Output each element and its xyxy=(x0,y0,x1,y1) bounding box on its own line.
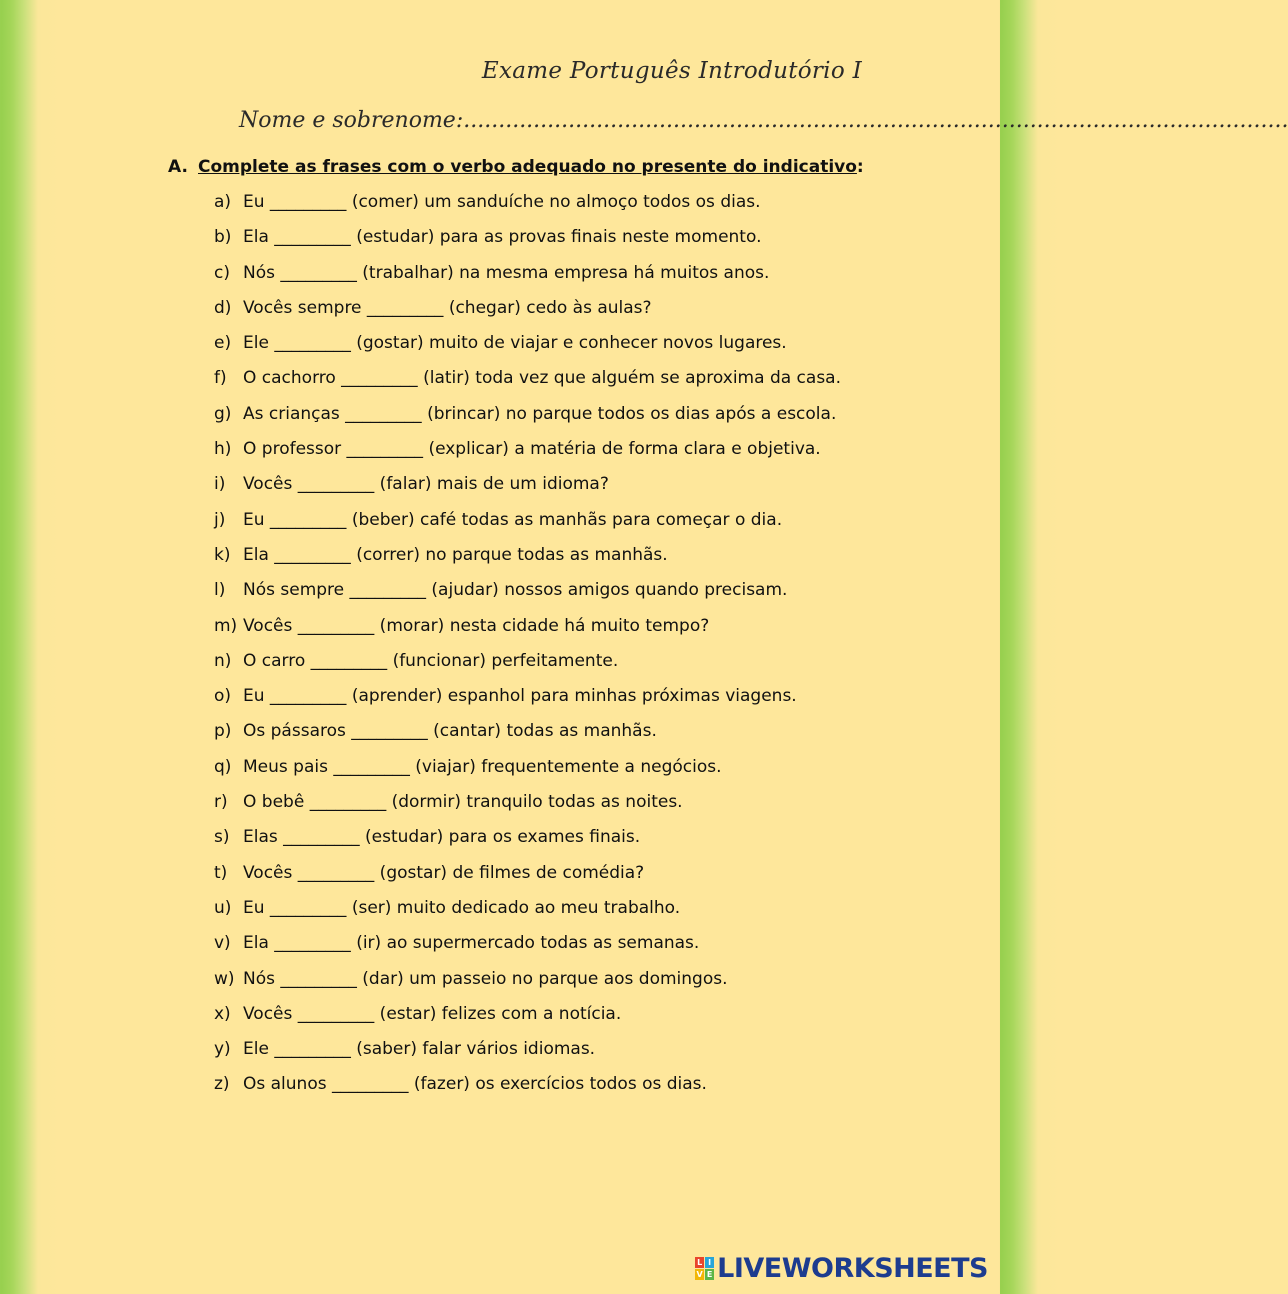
exercise-item xyxy=(214,931,841,966)
exercise-item xyxy=(214,225,841,260)
exercise-item xyxy=(214,1037,841,1072)
exercise-item xyxy=(214,402,841,437)
exercise-item-text: Ela _________ (ir) ao supermercado todas as semanas. xyxy=(243,933,700,954)
exercise-item xyxy=(214,755,841,790)
exercise-item xyxy=(214,190,841,225)
exercise-item-label: o) xyxy=(214,686,232,707)
exercise-item-label: h) xyxy=(214,439,232,460)
exercise-list xyxy=(214,190,841,1108)
section-instruction: Complete as frases com o verbo adequado no presente do indicativo xyxy=(198,157,857,177)
exercise-item xyxy=(214,543,841,578)
exercise-item-text: Eu _________ (comer) um sanduíche no almoço todos os dias. xyxy=(243,192,761,212)
exercise-item xyxy=(214,296,841,331)
exercise-item xyxy=(214,578,841,613)
exercise-item xyxy=(214,331,841,366)
logo-grid-letter: L xyxy=(697,1258,703,1267)
exercise-item-text: Ela _________ (correr) no parque todas as manhãs. xyxy=(243,544,668,565)
exercise-item xyxy=(214,1072,841,1107)
exercise-item-text: Ele _________ (gostar) muito de viajar e conhecer novos lugares. xyxy=(243,333,787,354)
exercise-item-label: d) xyxy=(214,297,232,318)
exercise-item-text: Os pássaros _________ (cantar) todas as manhãs. xyxy=(243,721,657,742)
exercise-item-label: x) xyxy=(214,1003,231,1024)
exercise-item-text: Vocês _________ (gostar) de filmes de comédia? xyxy=(243,862,645,883)
exercise-item-text: Eu _________ (beber) café todas as manhãs para começar o dia. xyxy=(243,509,783,530)
exercise-item-label: z) xyxy=(214,1074,230,1095)
exercise-item-label: v) xyxy=(214,933,231,954)
exercise-item xyxy=(214,896,841,931)
exercise-item-text: Elas _________ (estudar) para os exames finais. xyxy=(243,827,641,848)
exercise-item-label: p) xyxy=(214,721,232,742)
exercise-item-label: j) xyxy=(214,509,226,530)
exercise-item-label: i) xyxy=(214,474,226,495)
exercise-item-text: Eu _________ (ser) muito dedicado ao meu trabalho. xyxy=(243,897,681,918)
exercise-item-label: r) xyxy=(214,792,228,813)
exercise-item xyxy=(214,508,841,543)
section-letter: A. xyxy=(168,157,188,177)
exercise-item xyxy=(214,790,841,825)
exercise-item-text: O cachorro _________ (latir) toda vez que alguém se aproxima da casa. xyxy=(243,368,841,389)
exercise-item-label: e) xyxy=(214,333,232,354)
exercise-item xyxy=(214,437,841,472)
exercise-item-text: Ele _________ (saber) falar vários idiomas. xyxy=(243,1039,596,1060)
section-colon: : xyxy=(856,157,864,177)
exercise-item-text: O carro _________ (funcionar) perfeitamente. xyxy=(243,650,619,671)
exercise-item xyxy=(214,649,841,684)
exercise-item-text: Ela _________ (estudar) para as provas finais neste momento. xyxy=(243,227,762,248)
name-field-line: Nome e sobrenome:...................................................................................................................... xyxy=(239,108,1288,133)
exercise-item-text: Meus pais _________ (viajar) frequentemente a negócios. xyxy=(243,756,722,777)
exercise-item xyxy=(214,614,841,649)
exercise-item-text: O professor _________ (explicar) a matéria de forma clara e objetiva. xyxy=(243,439,821,460)
exercise-item xyxy=(214,684,841,719)
exercise-item xyxy=(214,967,841,1002)
exercise-item-text: Os alunos _________ (fazer) os exercícios todos os dias. xyxy=(243,1074,707,1095)
exercise-item-label: f) xyxy=(214,368,227,389)
exercise-item-text: Vocês _________ (falar) mais de um idioma? xyxy=(243,474,609,495)
exercise-item-label: u) xyxy=(214,897,232,918)
exercise-item-text: Vocês _________ (morar) nesta cidade há muito tempo? xyxy=(243,615,710,636)
exercise-item xyxy=(214,261,841,296)
exercise-item-label: n) xyxy=(214,650,232,671)
exercise-item-text: Nós sempre _________ (ajudar) nossos amigos quando precisam. xyxy=(243,580,788,601)
exercise-item-label: m) xyxy=(214,615,238,636)
exercise-item-label: t) xyxy=(214,862,228,883)
exercise-item-label: g) xyxy=(214,403,232,424)
section-a-heading xyxy=(168,157,864,177)
exercise-item xyxy=(214,825,841,860)
exercise-item xyxy=(214,719,841,754)
exercise-item-label: c) xyxy=(214,262,230,283)
exam-title: Exame Português Introdutório I xyxy=(481,58,862,84)
exercise-item-label: b) xyxy=(214,227,232,248)
exercise-item-text: Vocês _________ (estar) felizes com a notícia. xyxy=(243,1003,622,1024)
exercise-item-label: q) xyxy=(214,756,232,777)
exercise-item-text: O bebê _________ (dormir) tranquilo todas as noites. xyxy=(243,792,683,813)
exercise-item-label: s) xyxy=(214,827,230,848)
exercise-item xyxy=(214,472,841,507)
exercise-item-label: w) xyxy=(214,968,235,989)
logo-grid-letter: I xyxy=(705,1257,714,1268)
exercise-item xyxy=(214,1002,841,1037)
exercise-item-text: Nós _________ (trabalhar) na mesma empresa há muitos anos. xyxy=(243,262,770,283)
exercise-item-label: y) xyxy=(214,1039,231,1060)
logo-grid-letter: V xyxy=(696,1270,703,1279)
exercise-item-label: k) xyxy=(214,544,231,565)
logo-grid-letter: E xyxy=(706,1270,713,1279)
liveworksheets-logo xyxy=(695,1253,988,1284)
logo-grid-icon xyxy=(695,1257,714,1280)
exercise-item xyxy=(214,366,841,401)
exercise-item xyxy=(214,861,841,896)
exercise-item-text: As crianças _________ (brincar) no parque todos os dias após a escola. xyxy=(243,403,837,424)
exercise-item-text: Nós _________ (dar) um passeio no parque aos domingos. xyxy=(243,968,728,989)
exercise-item-label: a) xyxy=(214,192,232,212)
logo-wordmark: LIVEWORKSHEETS xyxy=(717,1253,988,1284)
exercise-item-text: Eu _________ (aprender) espanhol para minhas próximas viagens. xyxy=(243,686,797,707)
exercise-item-label: l) xyxy=(214,580,226,601)
exercise-item-text: Vocês sempre _________ (chegar) cedo às aulas? xyxy=(243,297,652,318)
